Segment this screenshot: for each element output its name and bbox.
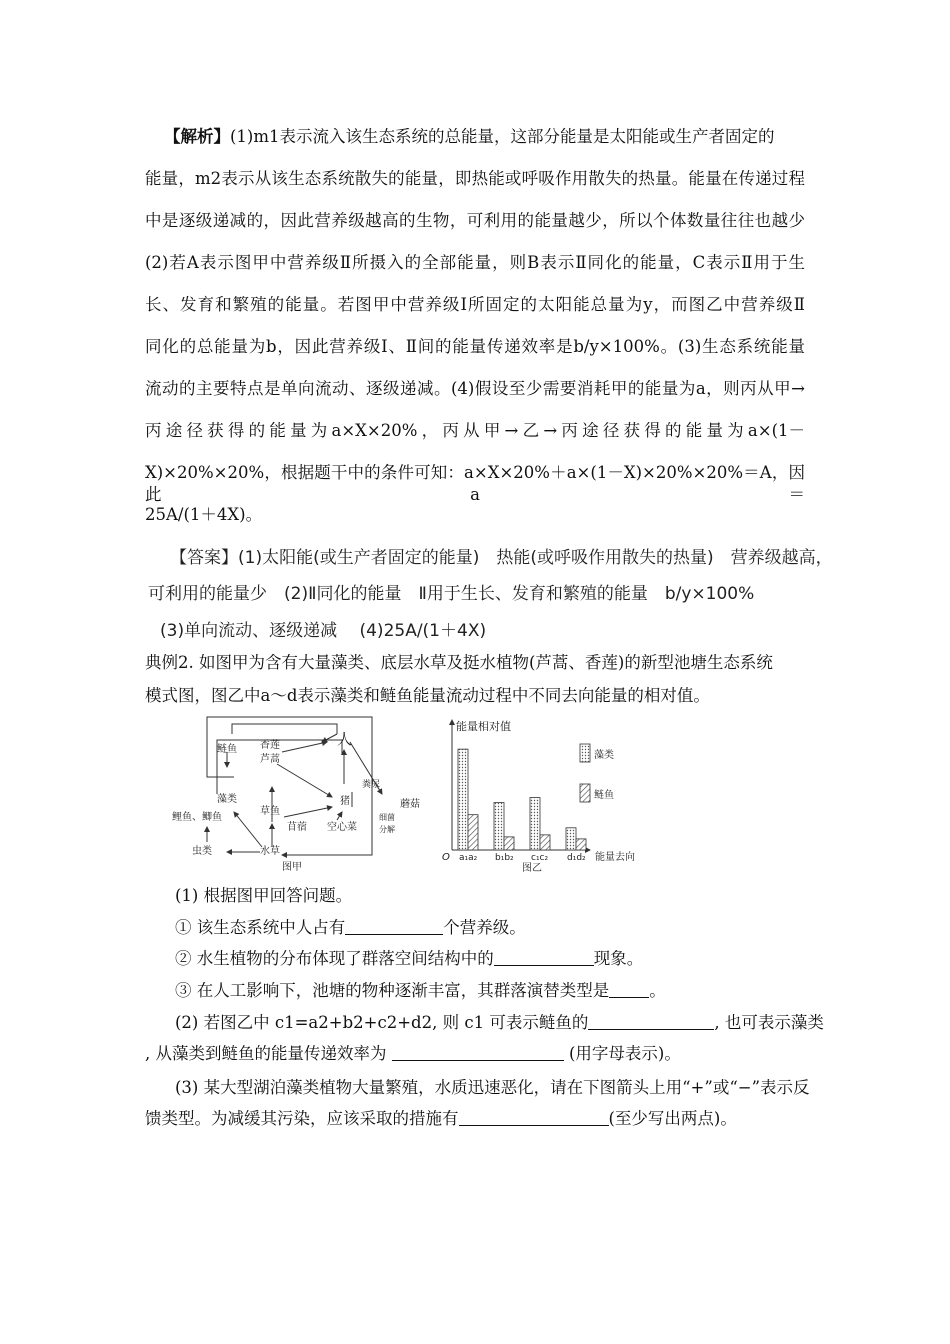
- example-line-2: 模式图，图乙中a～d表示藻类和鲢鱼能量流动过程中不同去向能量的相对值。: [145, 686, 710, 705]
- question-1a: ① 该生态系统中人占有 个营养级。: [175, 918, 526, 937]
- question-2: (2) 若图乙中 c1=a2+b2+c2+d2, 则 c1 可表示鲢鱼的 , 也可表示藻类: [175, 1013, 824, 1032]
- analysis-line-9: X)×20%×20%，根据题干中的条件可知：a×X×20%＋a×(1－X)×20%×20%＝A，因此a＝: [145, 463, 805, 504]
- category-label-2: c₁c₂: [531, 853, 549, 863]
- example-line-1: 典例2. 如图甲为含有大量藻类、底层水草及挺水植物(芦蒿、香莲)的新型池塘生态系统: [145, 653, 773, 672]
- category-label-0: a₁a₂: [459, 853, 478, 863]
- analysis-line-7: 流动的主要特点是单向流动、逐级递减。(4)假设至少需要消耗甲的能量为a，则丙从甲→: [145, 379, 805, 398]
- legend-swatch-zaolei: [580, 744, 590, 762]
- bar-zaolei-0: [458, 749, 468, 850]
- answer-blank-3[interactable]: [459, 1109, 609, 1126]
- label-muxu: 苜蓿: [287, 822, 307, 833]
- question-1: (1) 根据图甲回答问题。: [175, 886, 353, 905]
- answer-blank-1a[interactable]: [345, 918, 443, 935]
- bar-zaolei-2: [530, 798, 540, 850]
- bar-lianyu-2: [540, 835, 550, 850]
- legend-label-zaolei: 藻类: [594, 750, 614, 761]
- label-zhu: 猪: [340, 796, 350, 807]
- figure-b-caption: 图乙: [522, 863, 542, 872]
- category-label-3: d₁d₂: [567, 853, 586, 863]
- label-shuicao: 水草: [260, 846, 280, 857]
- label-fenjie: 分解: [379, 825, 395, 834]
- label-xianglian: 香莲: [260, 740, 280, 751]
- bar-zaolei-1: [494, 803, 504, 850]
- figure-a-caption: 图甲: [282, 862, 302, 872]
- y-axis-label: 能量相对值: [456, 720, 511, 733]
- analysis-tag: 【解析】: [164, 127, 230, 146]
- label-lianyu: 鲢鱼: [217, 744, 237, 755]
- figure-a-diagram: [172, 712, 422, 872]
- legend-label-lianyu: 鲢鱼: [594, 790, 614, 801]
- answer-blank-1c[interactable]: [609, 981, 649, 998]
- question-3: (3) 某大型湖泊藻类植物大量繁殖，水质迅速恶化，请在下图箭头上用“+”或“−”表示反: [175, 1078, 810, 1097]
- question-3b: 馈类型。为减缓其污染，应该采取的措施有 (至少写出两点)。: [145, 1109, 737, 1128]
- analysis-line-6: 同化的总能量为b，因此营养级Ⅰ、Ⅱ间的能量传递效率是b/y×100%。(3)生态系统能量: [145, 337, 805, 356]
- answer-line-2: 可利用的能量少 (2)Ⅱ同化的能量 Ⅱ用于生长、发育和繁殖的能量 b/y×100%: [148, 584, 755, 604]
- bar-lianyu-1: [504, 837, 514, 850]
- origin-label: O: [442, 852, 450, 863]
- bar-lianyu-0: [468, 815, 478, 850]
- answer-blank-1b[interactable]: [494, 949, 594, 966]
- label-kongxincai: 空心菜: [327, 822, 357, 833]
- analysis-line-1: 【解析】(1)m1表示流入该生态系统的总能量，这部分能量是太阳能或生产者固定的: [164, 127, 775, 146]
- question-1b: ② 水生植物的分布体现了群落空间结构中的 现象。: [175, 949, 644, 968]
- label-luhao: 芦蒿: [260, 754, 280, 765]
- label-zaolei: 藻类: [217, 794, 237, 805]
- label-mogu: 蘑菇: [400, 799, 420, 810]
- label-liyu-jiyu: 鲤鱼、鲫鱼: [172, 812, 222, 823]
- answer-blank-2b[interactable]: [392, 1044, 564, 1061]
- question-1c: ③ 在人工影响下，池塘的物种逐渐丰富，其群落演替类型是 。: [175, 981, 666, 1000]
- analysis-line-10: 25A/(1＋4X)。: [145, 505, 263, 524]
- answer-tag: 【答案】: [170, 548, 238, 568]
- x-axis-label: 能量去向: [595, 852, 635, 863]
- question-2b: , 从藻类到鲢鱼的能量传递效率为 (用字母表示)。: [145, 1044, 681, 1063]
- answer-line-3: (3)单向流动、逐级递减 (4)25A/(1＋4X): [160, 621, 487, 641]
- label-ren: 人: [337, 730, 353, 748]
- analysis-line-2: 能量，m2表示从该生态系统散失的能量，即热能或呼吸作用散失的热量。能量在传递过程: [145, 169, 805, 188]
- answer-line-1: 【答案】(1)太阳能(或生产者固定的能量) 热能(或呼吸作用散失的热量) 营养级越高，: [170, 548, 833, 568]
- label-xijun: 细菌: [379, 813, 395, 822]
- analysis-line-3: 中是逐级递减的，因此营养级越高的生物，可利用的能量越少，所以个体数量往往也越少: [145, 211, 805, 230]
- answer-blank-2a[interactable]: [588, 1013, 714, 1030]
- analysis-line-8: 丙途径获得的能量为a×X×20%，丙从甲→乙→丙途径获得的能量为a×(1－: [145, 421, 805, 440]
- label-caoyu: 草鱼: [260, 806, 280, 817]
- bar-zaolei-3: [566, 828, 576, 850]
- analysis-line-5: 长、发育和繁殖的能量。若图甲中营养级Ⅰ所固定的太阳能总量为y，而图乙中营养级Ⅱ: [145, 295, 805, 314]
- legend-swatch-lianyu: [580, 784, 590, 802]
- bar-lianyu-3: [576, 839, 586, 850]
- category-label-1: b₁b₂: [495, 853, 514, 863]
- label-chonglei: 虫类: [192, 846, 212, 857]
- label-fenniao: 粪尿: [362, 780, 381, 790]
- analysis-line-4: (2)若A表示图甲中营养级Ⅱ所摄入的全部能量，则B表示Ⅱ同化的能量，C表示Ⅱ用于生: [145, 253, 805, 272]
- figure-b-chart: [440, 712, 680, 872]
